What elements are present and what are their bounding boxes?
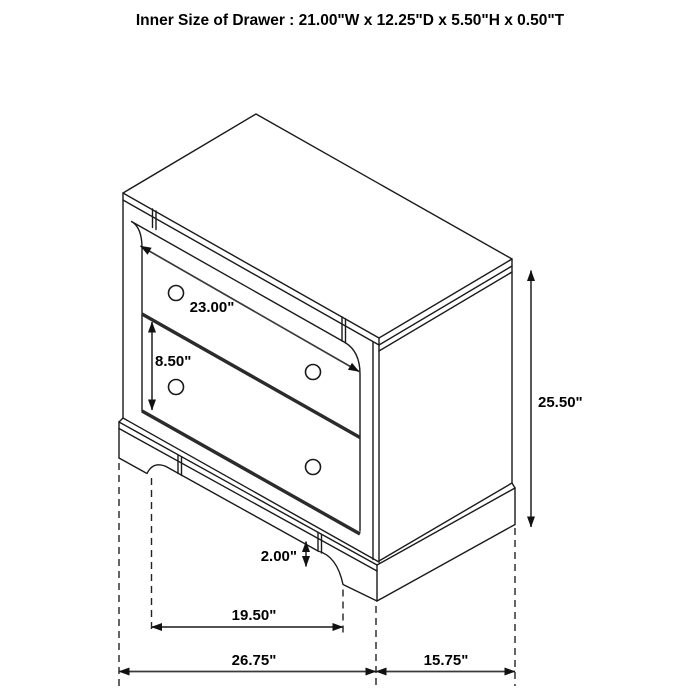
dim-label-drawer-width: 23.00" [189, 299, 235, 316]
dim-foot-height [261, 542, 306, 567]
dim-overall-depth [376, 652, 515, 672]
dimension-annotations [119, 246, 583, 686]
dim-label-overall-width: 26.75" [231, 652, 277, 669]
dim-overall-width [119, 652, 376, 672]
dim-drawer-front-height [152, 322, 191, 410]
dim-label-overall-height: 25.50" [538, 394, 583, 411]
dim-label-leg-clearance: 19.50" [231, 607, 277, 624]
dim-leg-clearance [152, 607, 344, 627]
drawer-opening-frame [132, 209, 361, 531]
dim-label-foot-height: 2.00" [260, 548, 297, 565]
dim-label-overall-depth: 15.75" [423, 652, 469, 669]
dim-overall-height [531, 271, 583, 528]
knob-bottom-left [169, 380, 184, 395]
knob-bottom-right [306, 460, 321, 475]
page-title: Inner Size of Drawer : 21.00"W x 12.25"D x 5.50"H x 0.50"T [135, 12, 565, 29]
knob-top-right [306, 365, 321, 380]
knob-top-left [169, 286, 184, 301]
cabinet-top [123, 114, 512, 351]
dim-label-drawer-front-height: 8.50" [155, 353, 192, 370]
